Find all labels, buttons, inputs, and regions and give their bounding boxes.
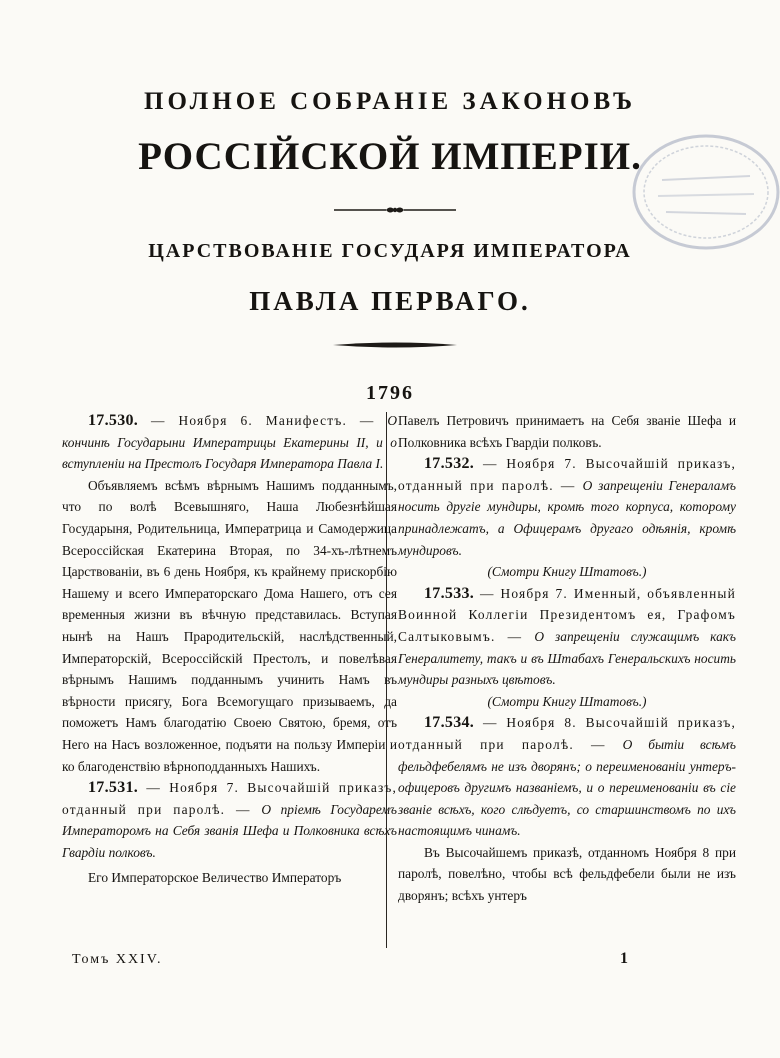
law-body: Его Императорское Величество Императоръ <box>88 870 342 886</box>
law-number: 17.530. <box>88 412 139 429</box>
law-number: 17.532. <box>424 455 475 473</box>
right-column <box>398 410 736 907</box>
volume-label: Томъ XXIV. <box>72 952 163 967</box>
page-number: 1 <box>620 950 628 967</box>
empire-title: РОССІЙСКОЙ ИМПЕРІИ. <box>138 135 642 178</box>
law-subject: О запрещеніи служащимъ какъ Генералитету, такъ и въ Штабахъ Генеральскихъ носить мундиры разныхъ цвѣтовъ. <box>398 628 736 688</box>
emperor-name: ПАВЛА ПЕРВАГО. <box>249 286 531 316</box>
law-subject: О бытіи всѣмъ фельдфебелямъ не изъ дворянъ; о переименованіи унтеръ-офицеровъ другимъ названіемъ, и о переименованіи въ сіе званіе всѣхъ, кого слѣдуетъ, со старшинствомъ по ихъ настоящимъ чинамъ. <box>398 736 737 839</box>
ornament-divider <box>330 203 460 217</box>
reign-heading: ЦАРСТВОВАНІЕ ГОСУДАРЯ ИМПЕРАТОРА <box>148 240 632 262</box>
year-heading: 1796 <box>366 382 414 404</box>
collection-title: ПОЛНОЕ СОБРАНІЕ ЗАКОНОВЪ <box>144 88 636 115</box>
left-column <box>62 410 397 889</box>
law-heading: — Ноября 6. Манифестъ. — <box>138 413 388 428</box>
law-entry-17534 <box>398 712 736 842</box>
law-heading: — Ноября 8. Высочайшій приказъ, отданный при паролѣ. — <box>398 715 736 752</box>
law-heading: — Ноября 7. Именный, объявленный Воинной Коллегіи Президентомъ ея, Графомъ Салтыковымъ. — <box>398 585 736 644</box>
tapered-rule <box>333 340 457 350</box>
cross-reference: (Смотри Книгу Штатовъ.) <box>487 693 647 709</box>
law-heading: — Ноября 7. Высочайшій приказъ, отданный при паролѣ. — <box>62 780 397 817</box>
cross-reference: (Смотри Книгу Штатовъ.) <box>487 564 647 580</box>
law-number: 17.533. <box>424 584 475 602</box>
law-body-continued: Павелъ Петровичъ принимаетъ на Себя званіе Шефа и Полковника всѣхъ Гвардіи полковъ. <box>398 413 736 450</box>
law-number: 17.534. <box>424 714 475 732</box>
law-entry-17530 <box>62 410 397 475</box>
law-subject: О запрещеніи Генераламъ носить другіе мундиры, кромѣ того корпуса, которому принадлежатъ, а Офицерамъ другаго одѣянія, кромѣ мундировъ. <box>398 477 736 558</box>
law-entry-17531 <box>62 777 397 863</box>
law-entry-17532 <box>398 453 736 561</box>
law-subject: О кончинѣ Государыни Императрицы Екатерины II, и о вступленіи на Престолъ Государя Императора Павла I. <box>62 413 397 472</box>
law-body: Объявляемъ всѣмъ вѣрнымъ Нашимъ подданнымъ, что по волѣ Всевышняго, Наша Любезнѣйшая Государыня, Родительница, Императрица и Самодержица Всероссійская Екатерина Вторая, по 34-хъ-лѣтнемъ Царствованіи, въ 6 день Ноября, къ крайнему прискорбію Нашему и всего Императорскаго Дома Нашего, отъ сея временныя жизни въ вѣчную представилась. Вступая нынѣ на Нашъ Прародительскій, наслѣдственный, Императорскій, Всероссійскій Престолъ, и повелѣвая вѣрнымъ Нашимъ подданнымъ учинить Намъ въ вѣрности присягу, Бога Всемогущаго призываемъ, да поможетъ Намъ благодатію Своею Святою, бремя, отъ Него на Насъ возложенное, подъяти на пользу Имперіи и ко благоденствію вѣрноподданныхъ Нашихъ. <box>62 477 397 774</box>
law-body: Въ Высочайшемъ приказѣ, отданномъ Ноября 8 при паролѣ, повелѣно, чтобы всѣ фельдфебели были не изъ дворянъ; всѣхъ унтеръ <box>398 844 736 904</box>
law-number: 17.531. <box>88 779 139 797</box>
law-heading: — Ноября 7. Высочайшій приказъ, отданный при паролѣ. — <box>398 456 736 493</box>
law-entry-17533 <box>398 583 736 691</box>
library-stamp <box>622 128 780 256</box>
law-subject: О пріемѣ Государемъ Императоромъ на Себя званія Шефа и Полковника всѣхъ Гвардіи полковъ. <box>62 801 397 860</box>
